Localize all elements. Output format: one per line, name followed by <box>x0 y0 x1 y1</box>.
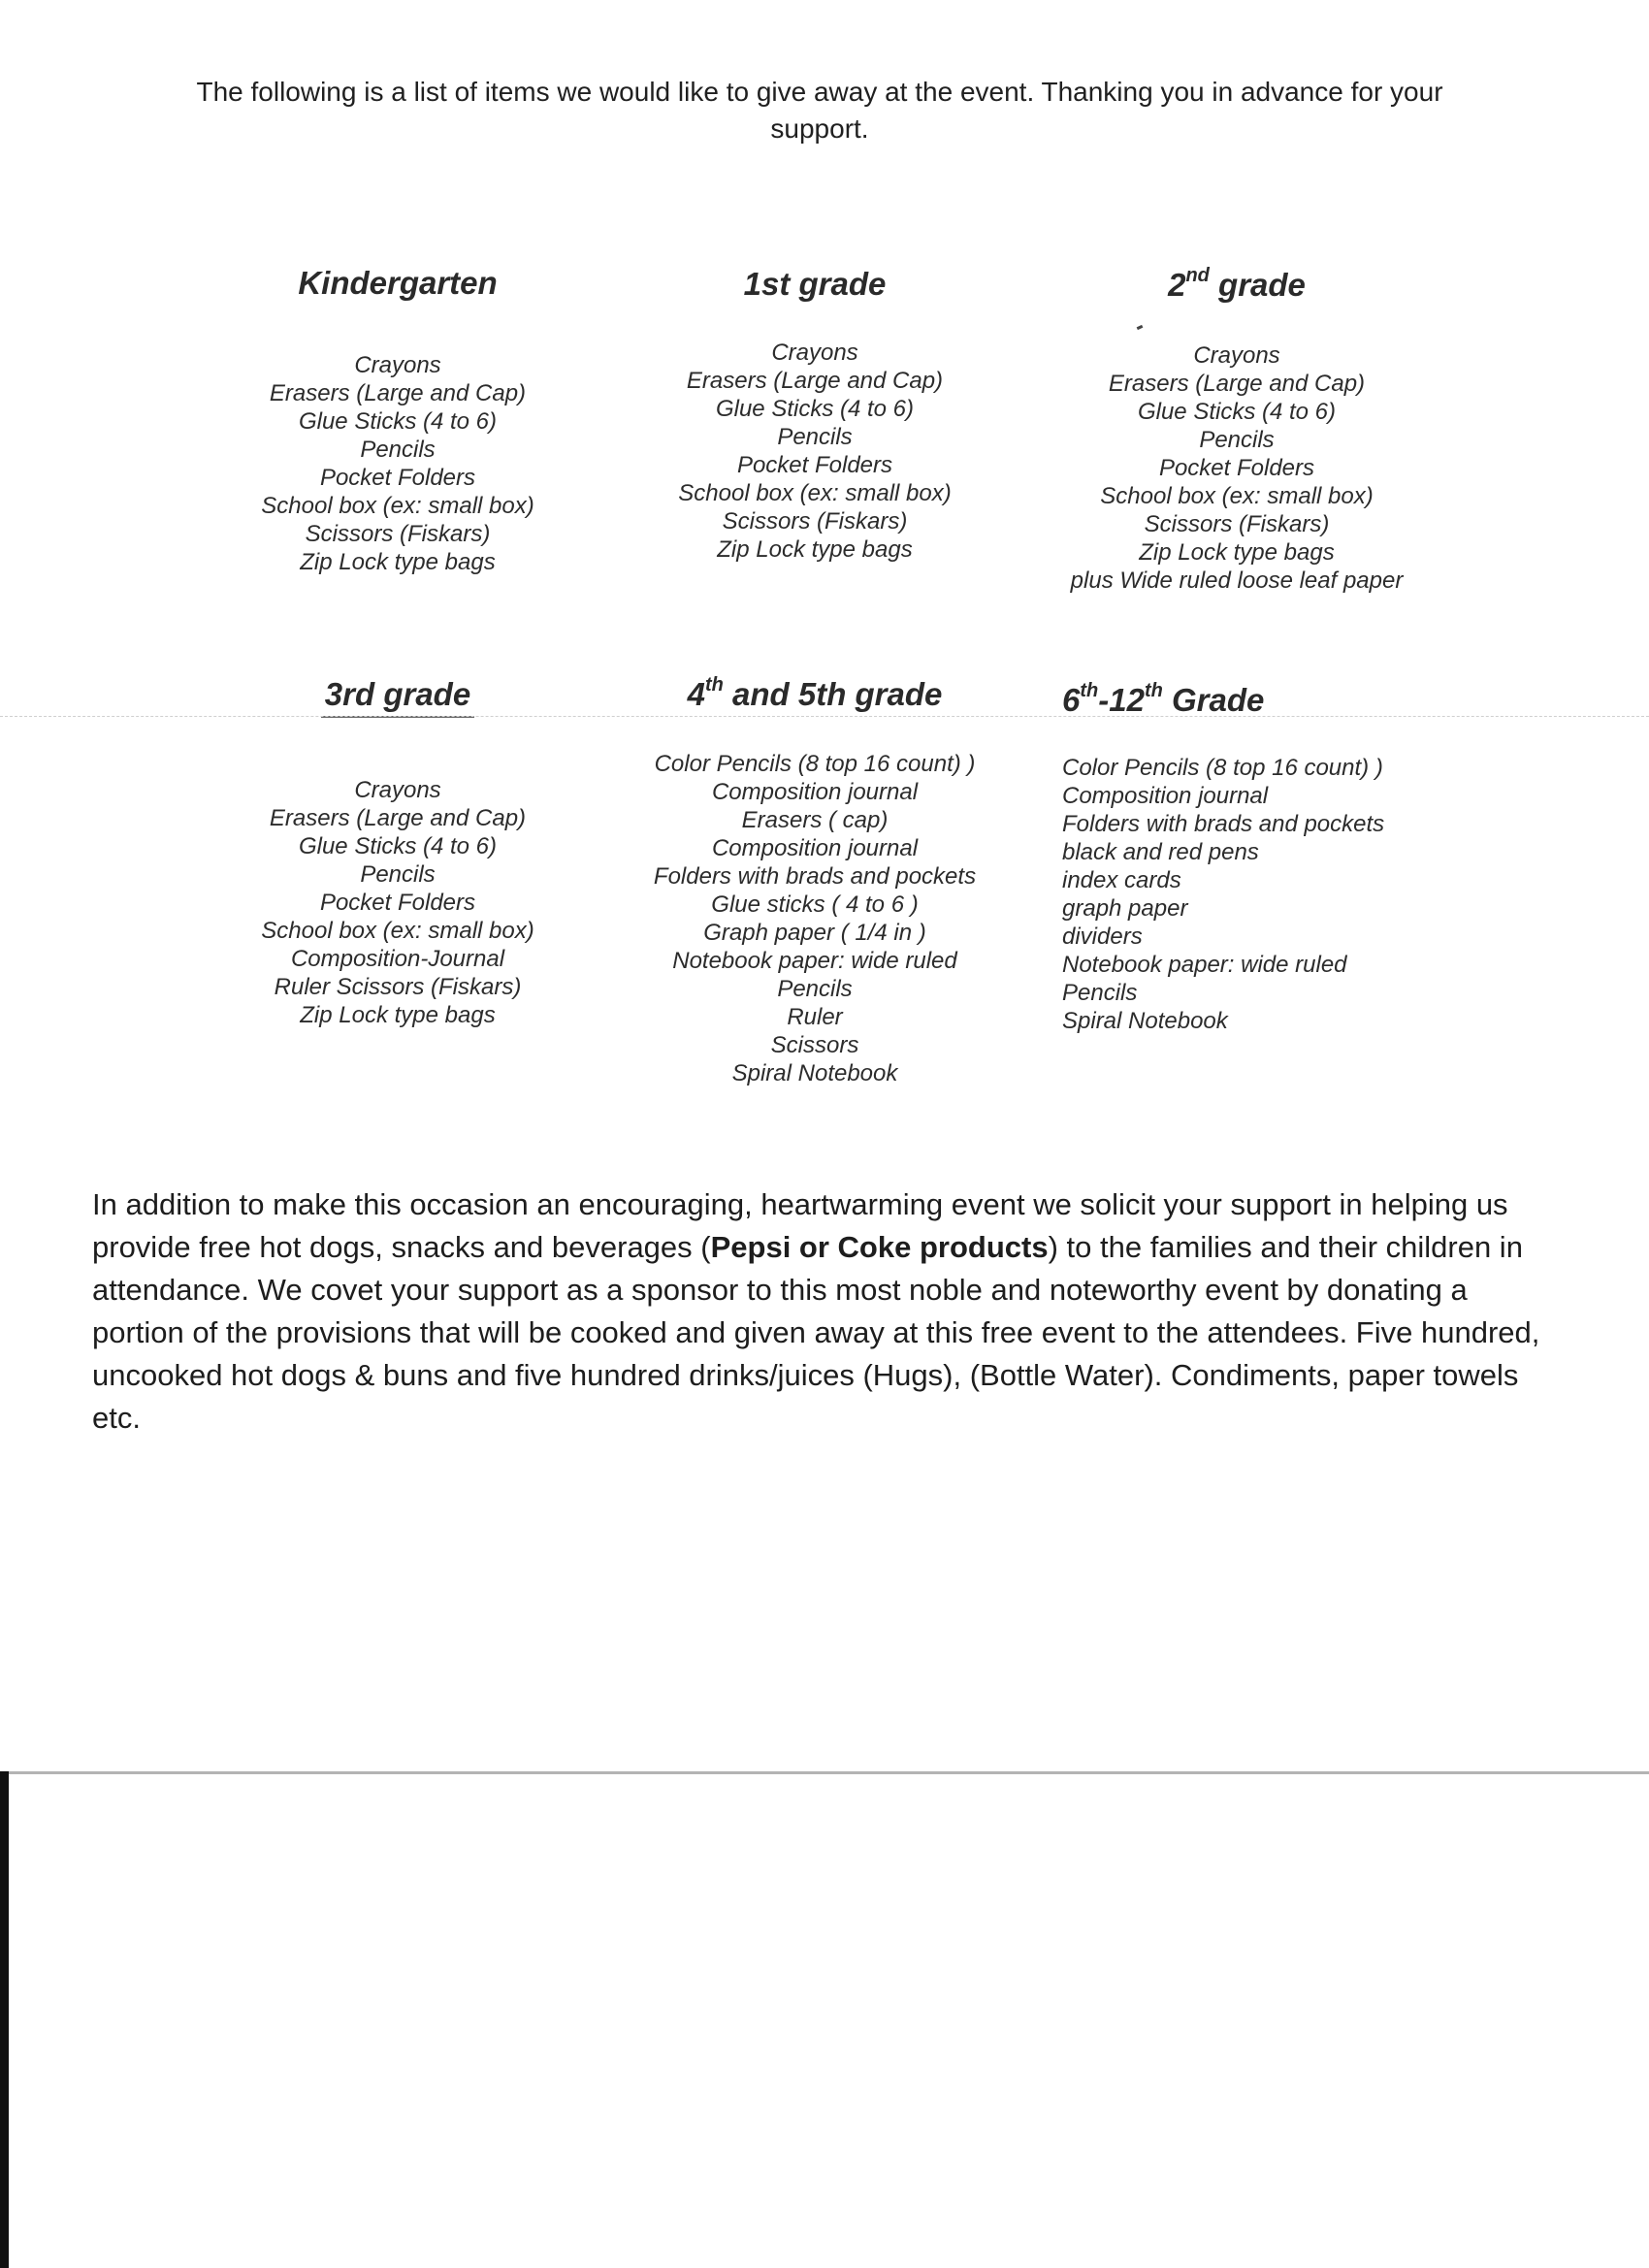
title-number: 6 <box>1062 682 1081 718</box>
list-item: Erasers (Large and Cap) <box>686 368 944 394</box>
list-item: plus Wide ruled loose leaf paper <box>1070 567 1404 594</box>
list-item: Crayons <box>771 340 858 366</box>
closing-paragraph <box>92 1183 1557 1440</box>
list-item: Ruler <box>787 1004 843 1030</box>
list-item: Scissors <box>770 1032 859 1058</box>
list-item: Zip Lock type bags <box>717 536 913 563</box>
section-title-grade-4-5 <box>621 675 1009 714</box>
list-item: Spiral Notebook <box>731 1060 898 1086</box>
list-item: Spiral Notebook <box>1062 1008 1228 1034</box>
list-item: Zip Lock type bags <box>300 549 496 575</box>
section-title-grade-1: 1st grade <box>743 266 887 302</box>
closing-text-1: In addition to make this occasion an encouraging, heartwarming event we solicit your support in helping us provide free hot dogs, snacks and beverages ( <box>92 1187 1508 1264</box>
list-item: Erasers (Large and Cap) <box>269 805 527 831</box>
list-item: Erasers (Large and Cap) <box>1108 371 1366 397</box>
section-title-kindergarten: Kindergarten <box>298 265 498 301</box>
item-list-grade-2 <box>1048 341 1426 595</box>
scan-edge-shadow <box>0 1771 9 2268</box>
title-ordinal: th <box>704 674 724 696</box>
closing-bold-text: Pepsi or Coke products <box>710 1230 1049 1264</box>
intro-line-1: The following is a list of items we would like to give away at the event. Thanking you in advance for your <box>196 77 1443 107</box>
paper-fold-line <box>0 716 1649 717</box>
list-item: School box (ex: small box) <box>1100 483 1374 509</box>
list-item: Pocket Folders <box>1158 455 1315 481</box>
list-item: Composition journal <box>1062 783 1269 809</box>
title-number: 4 <box>687 676 705 712</box>
title-ordinal: nd <box>1185 265 1210 286</box>
section-title-grade-6-12 <box>1062 681 1470 720</box>
list-item: Zip Lock type bags <box>1139 539 1335 566</box>
list-item: Pencils <box>777 976 853 1002</box>
closing-text-2: ) to the families and their children in attendance. We covet your support as a sponsor to this most noble and noteworthy event by donating a portion of the provisions that will be cooked and given away at this free event to the attendees. Five hundred, uncooked hot dogs & buns and five hundred drinks/juices (Hugs), (Bottle Water). Condiments, paper towels etc. <box>92 1230 1540 1435</box>
list-item: Pocket Folders <box>319 465 476 491</box>
list-item: Graph paper ( 1/4 in ) <box>703 920 926 946</box>
list-item: graph paper <box>1062 895 1188 922</box>
list-item: School box (ex: small box) <box>261 493 534 519</box>
section-kindergarten <box>242 264 553 576</box>
list-item: Glue sticks ( 4 to 6 ) <box>711 891 919 918</box>
section-grade-6-12 <box>1062 681 1470 1035</box>
list-item: Folders with brads and pockets <box>653 863 977 890</box>
list-item: Scissors (Fiskars) <box>1144 511 1330 537</box>
list-item: Scissors (Fiskars) <box>305 521 491 547</box>
list-item: dividers <box>1062 923 1143 950</box>
section-title-grade-3 <box>242 675 553 718</box>
list-item: Scissors (Fiskars) <box>722 508 908 535</box>
list-item: Pocket Folders <box>736 452 893 478</box>
section-grade-2 <box>1048 266 1426 595</box>
list-item: Glue Sticks (4 to 6) <box>1137 399 1337 425</box>
list-item: black and red pens <box>1062 839 1259 865</box>
title-number: 2 <box>1168 267 1186 303</box>
title-text: and 5th grade <box>723 676 943 712</box>
list-item: Color Pencils (8 top 16 count) ) <box>654 751 976 777</box>
title-text: grade <box>1209 267 1306 303</box>
intro-line-2: support. <box>770 113 869 144</box>
title-number-2: -12 <box>1098 682 1145 718</box>
list-item: Glue Sticks (4 to 6) <box>298 833 498 859</box>
item-list-grade-3 <box>242 776 553 1029</box>
item-list-grade-4-5 <box>621 750 1009 1087</box>
list-item: Erasers ( cap) <box>741 807 889 833</box>
list-item: School box (ex: small box) <box>678 480 952 506</box>
list-item: Pencils <box>1062 980 1138 1006</box>
title-ordinal: th <box>1080 680 1099 701</box>
list-item: Composition-Journal <box>290 946 505 972</box>
list-item: Folders with brads and pockets <box>1062 811 1385 837</box>
list-item: Pencils <box>360 861 436 888</box>
list-item: Crayons <box>354 777 441 803</box>
list-item: Glue Sticks (4 to 6) <box>715 396 915 422</box>
list-item: Composition journal <box>711 835 919 861</box>
list-item: Crayons <box>354 352 441 378</box>
section-grade-1 <box>660 265 970 564</box>
list-item: Pocket Folders <box>319 890 476 916</box>
list-item: Crayons <box>1193 342 1280 369</box>
paper-edge-line <box>0 1771 1649 1774</box>
title-text: Grade <box>1162 682 1265 718</box>
title-ordinal-2: th <box>1144 680 1163 701</box>
item-list-grade-6-12 <box>1062 754 1470 1035</box>
item-list-grade-1 <box>660 339 970 564</box>
list-item: Pencils <box>1199 427 1275 453</box>
list-item: Notebook paper: wide ruled <box>672 948 957 974</box>
intro-paragraph <box>116 74 1523 147</box>
list-item: Ruler Scissors (Fiskars) <box>274 974 522 1000</box>
item-list-kindergarten <box>242 351 553 576</box>
list-item: Erasers (Large and Cap) <box>269 380 527 406</box>
list-item: School box (ex: small box) <box>261 918 534 944</box>
section-grade-4-5 <box>621 675 1009 1087</box>
title-text: 3rd grade <box>321 675 474 718</box>
list-item: Pencils <box>360 437 436 463</box>
list-item: Pencils <box>777 424 853 450</box>
list-item: Color Pencils (8 top 16 count) ) <box>1062 755 1383 781</box>
section-grade-3 <box>242 675 553 1029</box>
section-title-grade-2 <box>1048 266 1426 305</box>
list-item: Glue Sticks (4 to 6) <box>298 408 498 435</box>
list-item: Zip Lock type bags <box>300 1002 496 1028</box>
list-item: Composition journal <box>711 779 919 805</box>
list-item: Notebook paper: wide ruled <box>1062 952 1347 978</box>
list-item: index cards <box>1062 867 1181 893</box>
